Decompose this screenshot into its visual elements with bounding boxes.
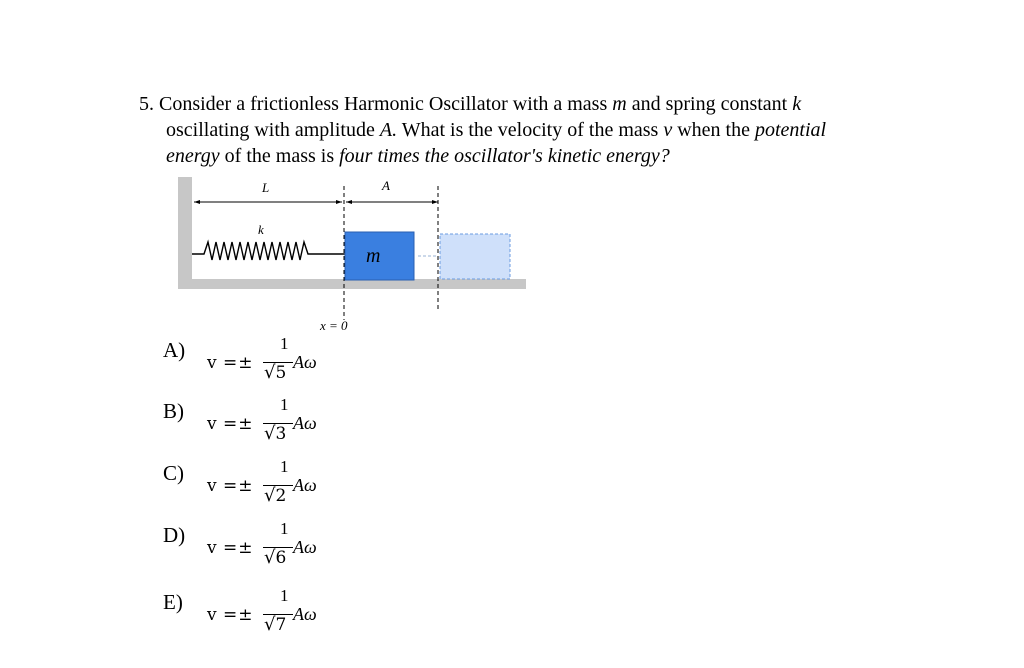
option-a[interactable] [163, 334, 363, 398]
radicand: 5 [275, 363, 287, 383]
denominator [264, 423, 286, 444]
a-omega: Aω [293, 475, 317, 495]
denominator [264, 614, 286, 635]
question-line-1 [139, 92, 801, 116]
wall [178, 177, 192, 285]
numerator: 1 [280, 457, 289, 476]
a-omega: Aω [293, 352, 317, 372]
question-text: What is the velocity of the mass [397, 119, 664, 141]
velocity-symbol: v [207, 353, 217, 373]
spring-constant-symbol: k [792, 93, 802, 115]
denominator [264, 547, 286, 568]
ghost-block [440, 234, 510, 279]
question-text: oscillating with amplitude [166, 119, 380, 141]
spring [192, 242, 345, 260]
sqrt-sign: √ [264, 614, 276, 635]
a-omega: Aω [293, 604, 317, 624]
question-text: when the [672, 119, 755, 141]
radicand: 2 [275, 486, 287, 506]
velocity-symbol: v [207, 414, 217, 434]
option-c[interactable] [163, 457, 363, 521]
numerator: 1 [280, 519, 289, 538]
denominator [264, 485, 286, 506]
option-label: A) [163, 338, 186, 362]
question-text: and spring constant [626, 93, 793, 115]
length-arrow-head [336, 200, 342, 204]
length-arrow-head [194, 200, 200, 204]
amplitude-arrow-head [432, 200, 438, 204]
numerator: 1 [280, 586, 289, 605]
equals-plus-minus: =± [223, 353, 254, 373]
radicand: 7 [275, 615, 287, 635]
sqrt-sign: √ [264, 423, 276, 444]
amplitude-label: A [382, 178, 390, 193]
question-emphasis: energy [166, 145, 220, 167]
question-line-3 [166, 144, 670, 168]
option-label: D) [163, 523, 186, 547]
denominator [264, 362, 286, 383]
sqrt-sign: √ [264, 485, 276, 506]
mass-label: m [366, 245, 381, 267]
option-label: E) [163, 590, 183, 614]
equals-plus-minus: =± [223, 414, 254, 434]
mass-symbol: m [612, 93, 627, 115]
sqrt-sign: √ [264, 362, 276, 383]
a-omega: Aω [293, 537, 317, 557]
option-d[interactable] [163, 519, 363, 583]
velocity-symbol: v [207, 538, 217, 558]
question-text: Consider a frictionless Harmonic Oscillator with a mass [159, 93, 613, 115]
question-emphasis: four times the oscillator's kinetic energy? [339, 145, 670, 167]
length-label: L [262, 180, 270, 195]
equals-plus-minus: =± [223, 605, 254, 625]
option-e[interactable] [163, 586, 363, 650]
velocity-symbol: v [207, 476, 217, 496]
option-label: B) [163, 399, 184, 423]
option-b[interactable] [163, 395, 363, 459]
oscillator-figure [170, 170, 540, 335]
question-text: of the mass is [219, 145, 340, 167]
velocity-symbol: v [207, 605, 217, 625]
spring-constant-label: k [258, 222, 264, 237]
question-line-2 [166, 118, 826, 142]
numerator: 1 [280, 395, 289, 414]
sqrt-sign: √ [264, 547, 276, 568]
a-omega: Aω [293, 413, 317, 433]
radicand: 3 [275, 424, 287, 444]
radicand: 6 [275, 548, 287, 568]
equals-plus-minus: =± [223, 476, 254, 496]
velocity-symbol: v [663, 119, 673, 141]
amplitude-symbol: A. [379, 119, 398, 141]
option-label: C) [163, 461, 184, 485]
question-emphasis: potential [754, 119, 827, 141]
numerator: 1 [280, 334, 289, 353]
origin-label: x = 0 [320, 318, 348, 333]
amplitude-arrow-head [346, 200, 352, 204]
equals-plus-minus: =± [223, 538, 254, 558]
question-number: 5. [139, 93, 154, 115]
